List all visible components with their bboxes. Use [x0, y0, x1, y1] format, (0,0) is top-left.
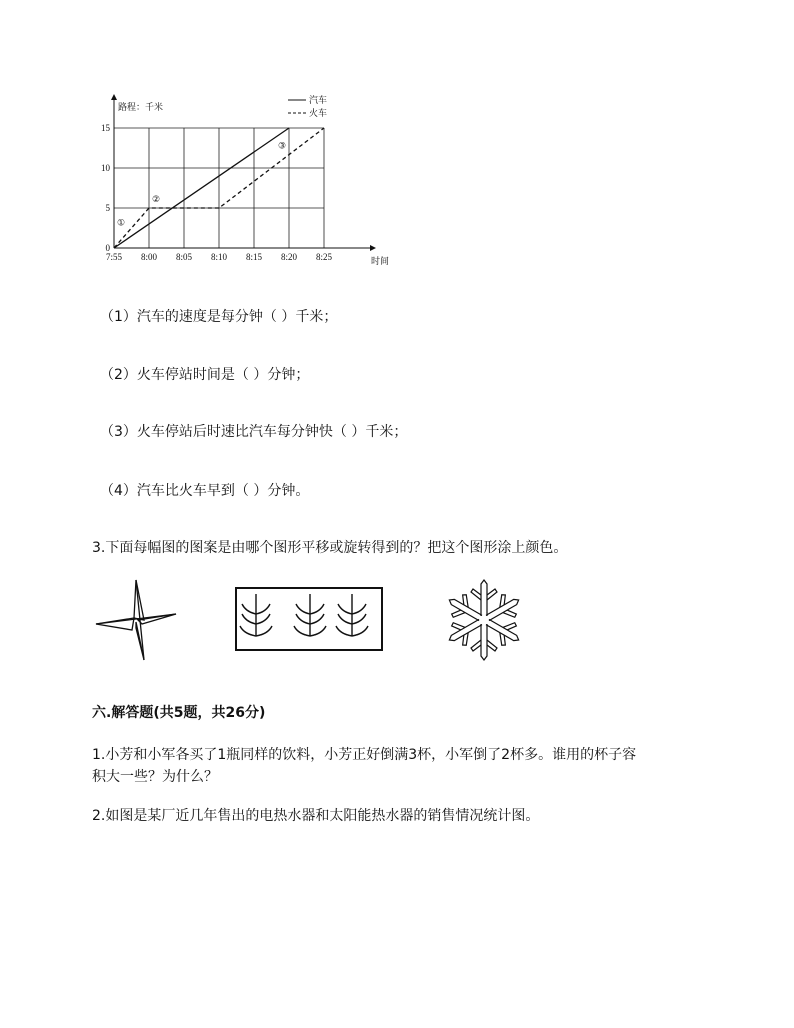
x-tick-label: 8:00 — [140, 252, 158, 262]
problem-1-line-1: 1.小芳和小军各买了1瓶同样的饮料，小芳正好倒满3杯，小军倒了2杯多。谁用的杯子容 — [92, 747, 637, 763]
series-line-汽车 — [114, 128, 289, 248]
y-axis-arrow — [111, 94, 117, 100]
annotation-label: ② — [151, 195, 161, 206]
chart-axes — [111, 94, 376, 251]
x-axis-label: 时间 — [370, 257, 390, 267]
annotation-label: ③ — [277, 141, 287, 152]
x-tick-label: 8:20 — [280, 252, 298, 262]
distance-time-chart — [96, 90, 390, 272]
legend-label: 火车 — [309, 109, 328, 119]
y-tick-label: 15 — [101, 123, 110, 133]
x-axis-arrow — [370, 245, 376, 251]
problem-2: 2.如图是某厂近几年售出的电热水器和太阳能热水器的销售情况统计图。 — [92, 808, 540, 824]
x-tick-label: 8:05 — [175, 252, 193, 262]
question-4: （4）汽车比火车早到（ ）分钟。 — [100, 483, 310, 499]
snowflake-figure — [442, 578, 526, 662]
x-tick-label: 8:15 — [245, 252, 263, 262]
problem-1-line-2: 积大一些？为什么？ — [92, 769, 218, 785]
chart-labels — [101, 101, 389, 267]
question-3: （3）火车停站后时速比汽车每分钟快（ ）千米； — [100, 424, 408, 440]
y-axis-label: 路程：千米 — [118, 103, 164, 113]
x-tick-label: 8:25 — [315, 252, 333, 262]
y-tick-label: 10 — [101, 163, 110, 173]
chart-grid — [114, 128, 324, 248]
arrow-tree-pattern-figure — [234, 584, 386, 656]
x-tick-label: 8:10 — [210, 252, 228, 262]
x-tick-label: 7:55 — [105, 252, 123, 262]
question-2: （2）火车停站时间是（ ）分钟； — [100, 367, 310, 383]
legend-label: 汽车 — [309, 96, 328, 106]
section-6-title: 六.解答题(共5题，共26分) — [92, 705, 266, 721]
item-3-instruction: 3.下面每幅图的图案是由哪个图形平移或旋转得到的？把这个图形涂上颜色。 — [92, 540, 568, 556]
y-tick-label: 0 — [105, 243, 110, 253]
chart-legend — [288, 94, 327, 119]
annotation-label: ① — [116, 218, 126, 229]
question-1: （1）汽车的速度是每分钟（ ）千米； — [100, 309, 338, 325]
y-tick-label: 5 — [105, 203, 110, 213]
pinwheel-figure — [94, 578, 180, 662]
